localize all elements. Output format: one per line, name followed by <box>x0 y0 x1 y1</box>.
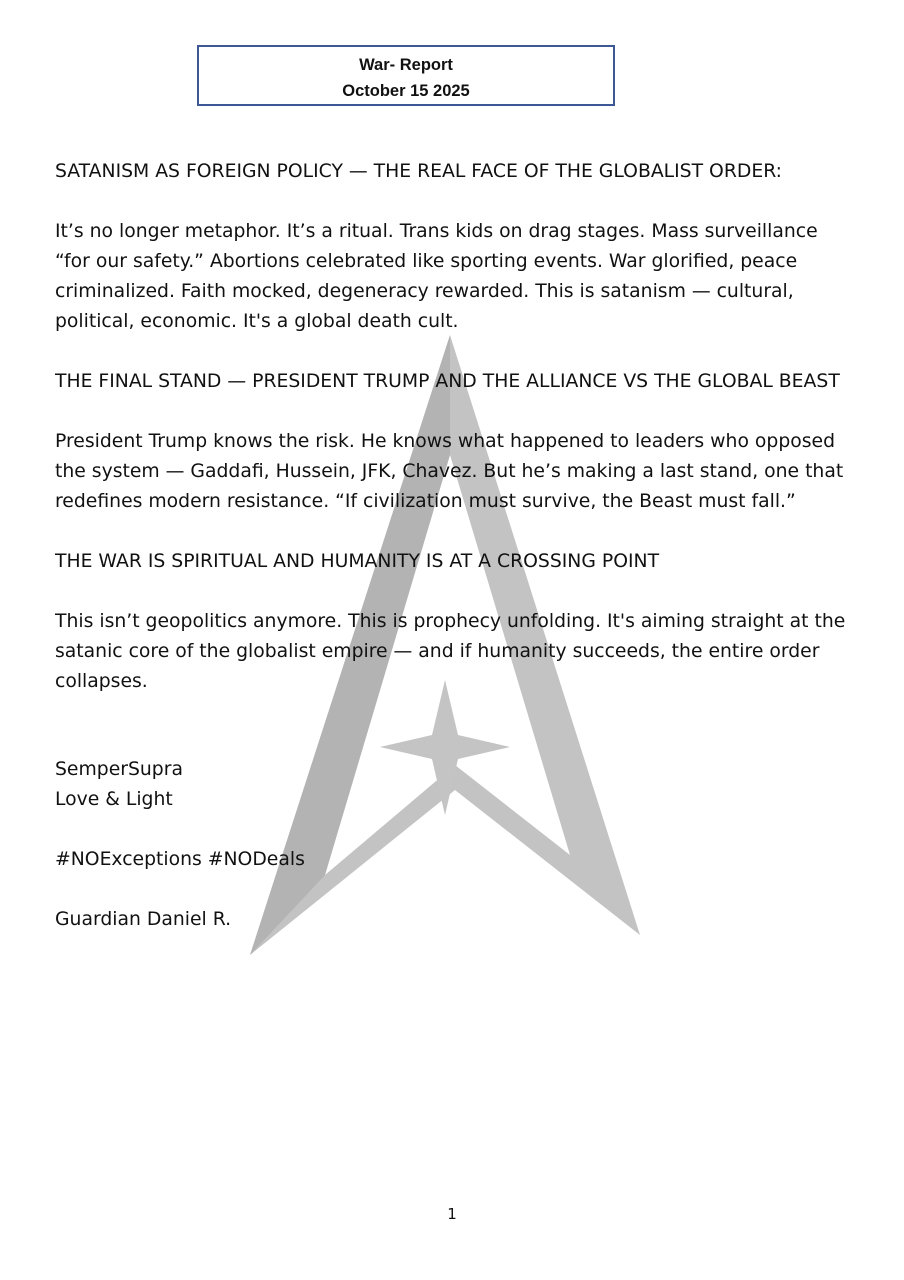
signature: Guardian Daniel R. <box>55 909 232 930</box>
report-body <box>55 157 855 965</box>
paragraph-3: This isn’t geopolitics anymore. This is prophecy unfolding. It's aiming straight at the satanic core of the globalist empire — and if humanity succeeds, the entire order collapses. <box>55 611 846 692</box>
signoff-line-2: Love & Light <box>55 789 173 810</box>
report-header-box <box>197 45 615 106</box>
section-heading-2: THE FINAL STAND — PRESIDENT TRUMP AND THE ALLIANCE VS THE GLOBAL BEAST <box>55 371 840 392</box>
section-heading-1: SATANISM AS FOREIGN POLICY — THE REAL FACE OF THE GLOBALIST ORDER: <box>55 161 783 182</box>
signoff-line-1: SemperSupra <box>55 759 183 780</box>
paragraph-2: President Trump knows the risk. He knows what happened to leaders who opposed the system — Gaddafi, Hussein, JFK, Chavez. But he’s making a last stand, one that redefines modern resistance. “If civilization must survive, the Beast must fall.” <box>55 431 844 512</box>
report-title: War- Report <box>359 56 453 74</box>
section-heading-3: THE WAR IS SPIRITUAL AND HUMANITY IS AT A CROSSING POINT <box>55 551 660 572</box>
hashtags: #NOExceptions #NODeals <box>55 849 305 870</box>
page-number: 1 <box>447 1205 457 1223</box>
report-date: October 15 2025 <box>342 82 470 100</box>
paragraph-1: It’s no longer metaphor. It’s a ritual. Trans kids on drag stages. Mass surveillance “for our safety.” Abortions celebrated like sporting events. War glorified, peace criminalized. Faith mocked, degeneracy rewarded. This is satanism — cultural, political, economic. It's a global death cult. <box>55 221 818 332</box>
